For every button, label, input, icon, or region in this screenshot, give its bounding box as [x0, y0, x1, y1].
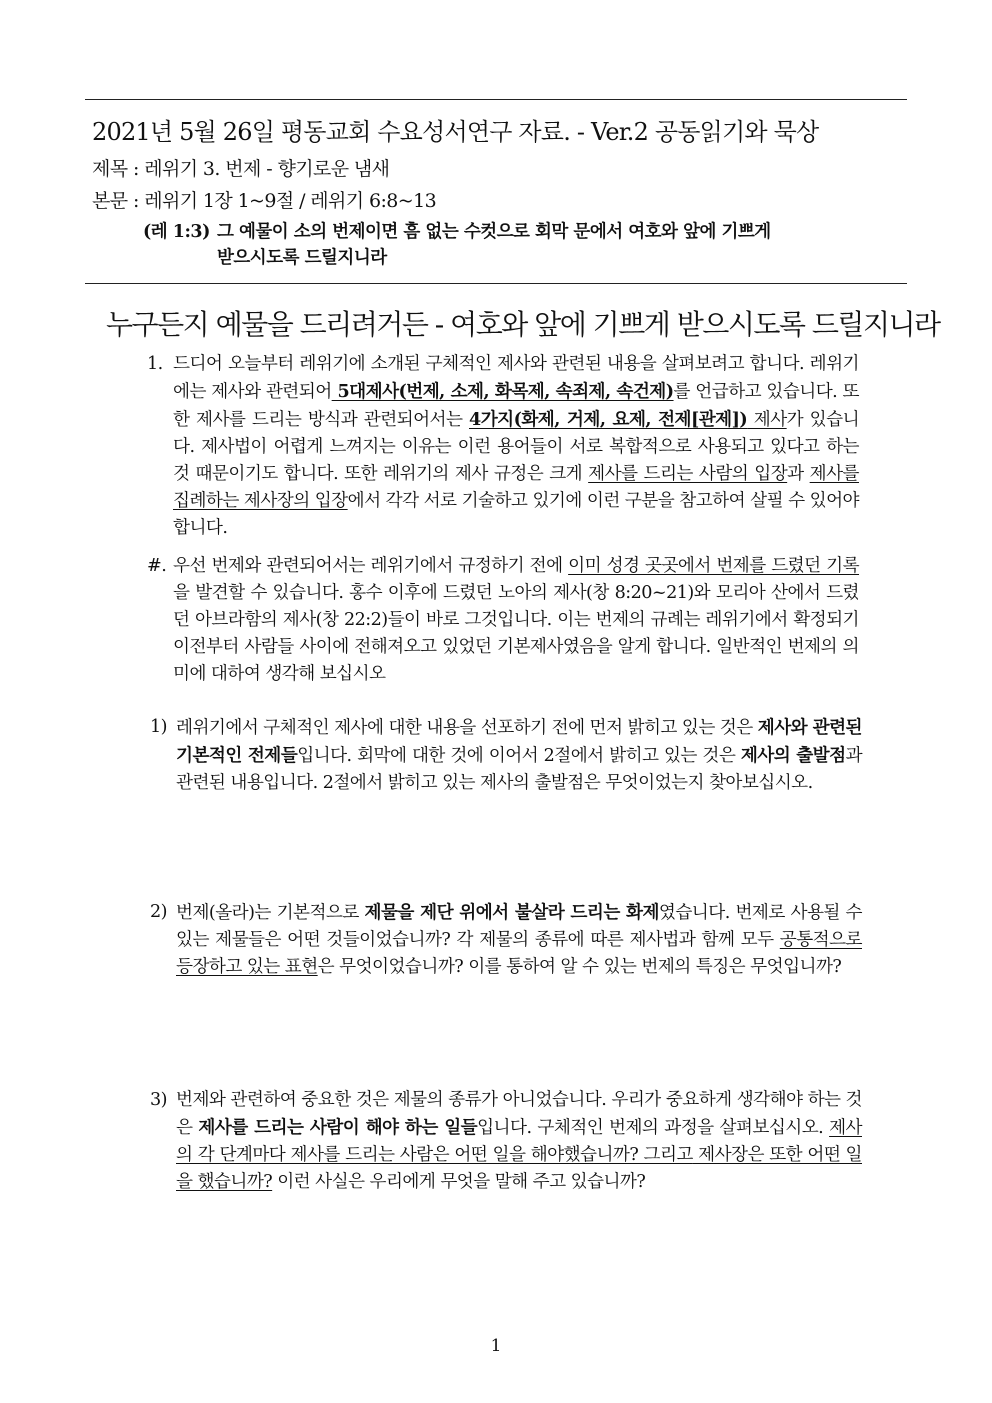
header-bottom-rule — [85, 283, 907, 284]
subject-line: 제목 : 레위기 3. 번제 - 향기로운 냄새 — [92, 158, 390, 180]
document-title: 2021년 5월 26일 평동교회 수요성서연구 자료. - Ver.2 공동읽기와 묵상 — [92, 118, 819, 146]
question-1: 1) 레위기에서 구체적인 제사에 대한 내용을 선포하기 전에 먼저 밝히고 있는 것은 제사와 관련된 기본적인 전제들입니다. 회막에 대한 것에 이어서 2절에서 밝히고 있는 것은 제사의 출발점과 관련된 내용입니다. 2절에서 밝히고 있는 제사의 출발점은 무엇이었는지 찾아보십시오. — [176, 714, 862, 797]
section-heading: 누구든지 예물을 드리려거든 - 여호와 앞에 기쁘게 받으시도록 드릴지니라 — [106, 308, 940, 341]
passage-line: 본문 : 레위기 1장 1~9절 / 레위기 6:8~13 — [92, 190, 437, 212]
question-marker: 2) — [150, 902, 167, 922]
question-2: 2) 번제(올라)는 기본적으로 제물을 제단 위에서 불살라 드리는 화제였습니다. 번제로 사용될 수 있는 제물들은 어떤 것들이었습니까? 각 제물의 종류에 따른 제사법과 함께 모두 공통적으로 등장하고 있는 표현은 무엇이었습니까? 이를 통하여 알 수 있는 번제의 특징은 무엇입니까? — [176, 899, 862, 981]
question-marker: 1) — [150, 717, 167, 737]
question-marker: 3) — [150, 1090, 167, 1110]
verse-text-line1: 그 예물이 소의 번제이면 흠 없는 수컷으로 회막 문에서 여호와 앞에 기쁘게 — [217, 222, 771, 242]
paragraph-1: 1. 드디어 오늘부터 레위기에 소개된 구체적인 제사와 관련된 내용을 살펴보려고 합니다. 레위기에는 제사와 관련되어 5대제사(번제, 소제, 화목제, 속죄제, 속건제)를 언급하고 있습니다. 또한 제사를 드리는 방식과 관련되어서는 4가지(화제, 거제, 요제, 전제[관제]) 제사가 있습니다. 제사법이 어렵게 느껴지는 이유는 이런 용어들이 서로 복합적으로 사용되고 있다고 하는 것 때문이기도 합니다. 또한 레위기의 제사 규정은 크게 제사를 드리는 사람의 입장과 제사를 집례하는 제사장의 입장에서 각각 서로 기술하고 있기에 이런 구분을 참고하여 살필 수 있어야 합니다. — [173, 351, 859, 542]
paragraph-2: #. 우선 번제와 관련되어서는 레위기에서 규정하기 전에 이미 성경 곳곳에서 번제를 드렸던 기록을 발견할 수 있습니다. 홍수 이후에 드렸던 노아의 제사(창 8:20~21)와 모리아 산에서 드렸던 아브라함의 제사(창 22:2)들이 바로 그것입니다. 이는 번제의 규례는 레위기에서 확정되기 이전부터 사람들 사이에 전해져오고 있었던 기본제사였음을 알게 합니다. 일반적인 번제의 의미에 대하여 생각해 보십시오 — [173, 553, 859, 688]
earlier-records: 이미 성경 곳곳에서 번제를 드렸던 기록 — [568, 556, 860, 576]
page-number: 1 — [490, 1336, 502, 1356]
five-sacrifices: 5대제사(번제, 소제, 화목제, 속죄제, 속건제) — [331, 381, 674, 402]
question-3: 3) 번제와 관련하여 중요한 것은 제물의 종류가 아니었습니다. 우리가 중요하게 생각해야 하는 것은 제사를 드리는 사람이 해야 하는 일들입니다. 구체적인 번제의 과정을 살펴보십시오. 제사의 각 단계마다 제사를 드리는 사람은 어떤 일을 해야했습니까? 그리고 제사장은 또한 어떤 일을 했습니까? 이런 사실은 우리에게 무엇을 말해 주고 있습니까? — [176, 1087, 862, 1196]
paragraph-marker: #. — [147, 556, 167, 576]
priest-viewpoint: 제사를 집례하는 제사장의 입장 — [173, 464, 859, 511]
offerer-viewpoint: 제사를 드리는 사람의 입장 — [588, 464, 788, 484]
four-methods: 4가지(화제, 거제, 요제, 전제[관제]) — [469, 409, 748, 430]
top-rule — [85, 99, 907, 100]
verse-reference: (레 1:3) — [143, 222, 210, 242]
paragraph-marker: 1. — [147, 354, 163, 374]
key-verse — [143, 219, 863, 271]
verse-text-line2: 받으시도록 드릴지니라 — [217, 248, 387, 268]
